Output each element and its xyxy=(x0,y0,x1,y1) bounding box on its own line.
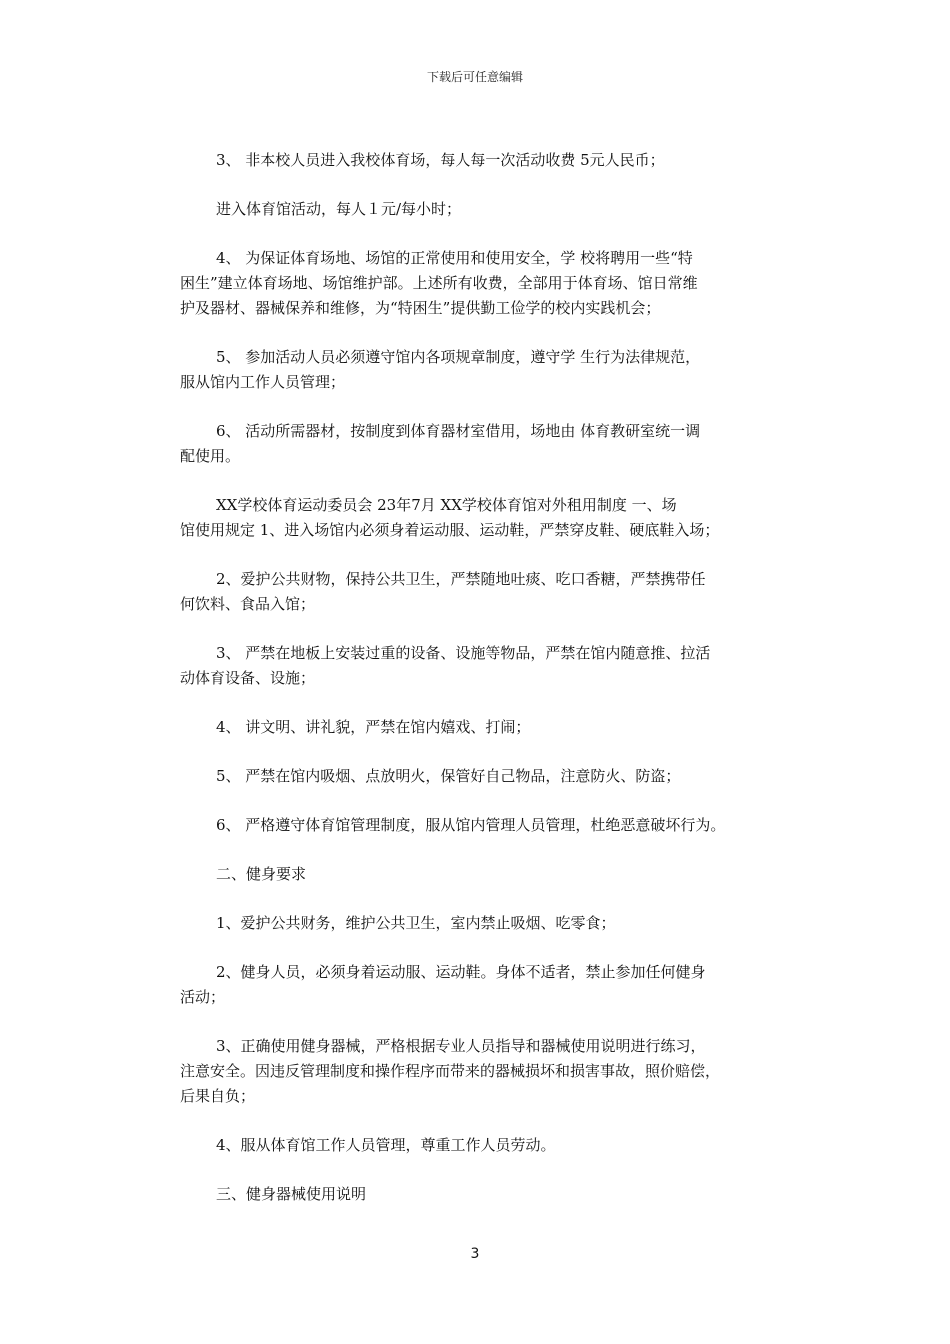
paragraph-line: 二、健身要求 xyxy=(216,865,307,883)
paragraph xyxy=(180,1133,780,1158)
paragraph-line: 馆使用规定 1、进入场馆内必须身着运动服、运动鞋，严禁穿皮鞋、硬底鞋入场； xyxy=(180,521,720,539)
paragraph-line: 3、正确使用健身器械，严格根据专业人员指导和器械使用说明进行练习， xyxy=(216,1037,706,1055)
paragraph xyxy=(180,1182,780,1207)
paragraph xyxy=(180,862,780,887)
paragraph-line: 三、健身器械使用说明 xyxy=(216,1185,367,1203)
paragraph-line: 注意安全。因违反管理制度和操作程序而带来的器械损坏和损害事故，照价赔偿， xyxy=(180,1062,721,1080)
paragraph xyxy=(180,1034,780,1109)
paragraph xyxy=(180,148,780,173)
paragraph-line: XX学校体育运动委员会 23年7月 XX学校体育馆对外租用制度 一、场 xyxy=(216,496,677,514)
paragraph xyxy=(180,246,780,321)
paragraph-line: 2、健身人员，必须身着运动服、运动鞋。身体不适者，禁止参加任何健身 xyxy=(216,963,706,981)
paragraph-line: 4、 讲文明、讲礼貌，严禁在馆内嬉戏、打闹； xyxy=(216,718,531,736)
paragraph-line: 3、 严禁在地板上安装过重的设备、设施等物品，严禁在馆内随意推、拉活 xyxy=(216,644,711,662)
paragraph-line: 服从馆内工作人员管理； xyxy=(180,373,346,391)
document-body xyxy=(180,148,780,1231)
paragraph xyxy=(180,715,780,740)
paragraph-line: 何饮料、食品入馆； xyxy=(180,595,316,613)
paragraph xyxy=(180,197,780,222)
paragraph xyxy=(180,960,780,1010)
paragraph-line: 2、爱护公共财物，保持公共卫生，严禁随地吐痰、吃口香糖，严禁携带任 xyxy=(216,570,706,588)
paragraph xyxy=(180,493,780,543)
paragraph-line: 困生”建立体育场地、场馆维护部。上述所有收费，全部用于体育场、馆日常维 xyxy=(180,274,698,292)
paragraph-line: 后果自负； xyxy=(180,1087,256,1105)
paragraph-line: 6、 严格遵守体育馆管理制度，服从馆内管理人员管理，杜绝恶意破坏行为。 xyxy=(216,816,726,834)
paragraph-line: 进入体育馆活动，每人１元/每小时； xyxy=(216,200,462,218)
paragraph xyxy=(180,345,780,395)
paragraph-line: 4、 为保证体育场地、场馆的正常使用和使用安全，学 校将聘用一些“特 xyxy=(216,249,693,267)
paragraph-line: 6、 活动所需器材，按制度到体育器材室借用，场地由 体育教研室统一调 xyxy=(216,422,701,440)
paragraph xyxy=(180,911,780,936)
page-header: 下载后可任意编辑 xyxy=(426,70,523,84)
paragraph xyxy=(180,641,780,691)
paragraph-line: 5、 严禁在馆内吸烟、点放明火，保管好自己物品，注意防火、防盗； xyxy=(216,767,681,785)
paragraph-line: 活动； xyxy=(180,988,226,1006)
paragraph-line: 3、 非本校人员进入我校体育场，每人每一次活动收费 5元人民币； xyxy=(216,151,665,169)
paragraph-line: 配使用。 xyxy=(180,447,241,465)
paragraph xyxy=(180,567,780,617)
paragraph-line: 5、 参加活动人员必须遵守馆内各项规章制度，遵守学 生行为法律规范， xyxy=(216,348,701,366)
paragraph xyxy=(180,764,780,789)
page-number: 3 xyxy=(470,1246,480,1262)
paragraph-line: 1、爱护公共财务，维护公共卫生，室内禁止吸烟、吃零食； xyxy=(216,914,616,932)
paragraph-line: 护及器材、器械保养和维修，为“特困生”提供勤工俭学的校内实践机会； xyxy=(180,299,661,317)
paragraph xyxy=(180,419,780,469)
paragraph xyxy=(180,813,780,838)
paragraph-line: 动体育设备、设施； xyxy=(180,669,316,687)
paragraph-line: 4、服从体育馆工作人员管理，尊重工作人员劳动。 xyxy=(216,1136,556,1154)
